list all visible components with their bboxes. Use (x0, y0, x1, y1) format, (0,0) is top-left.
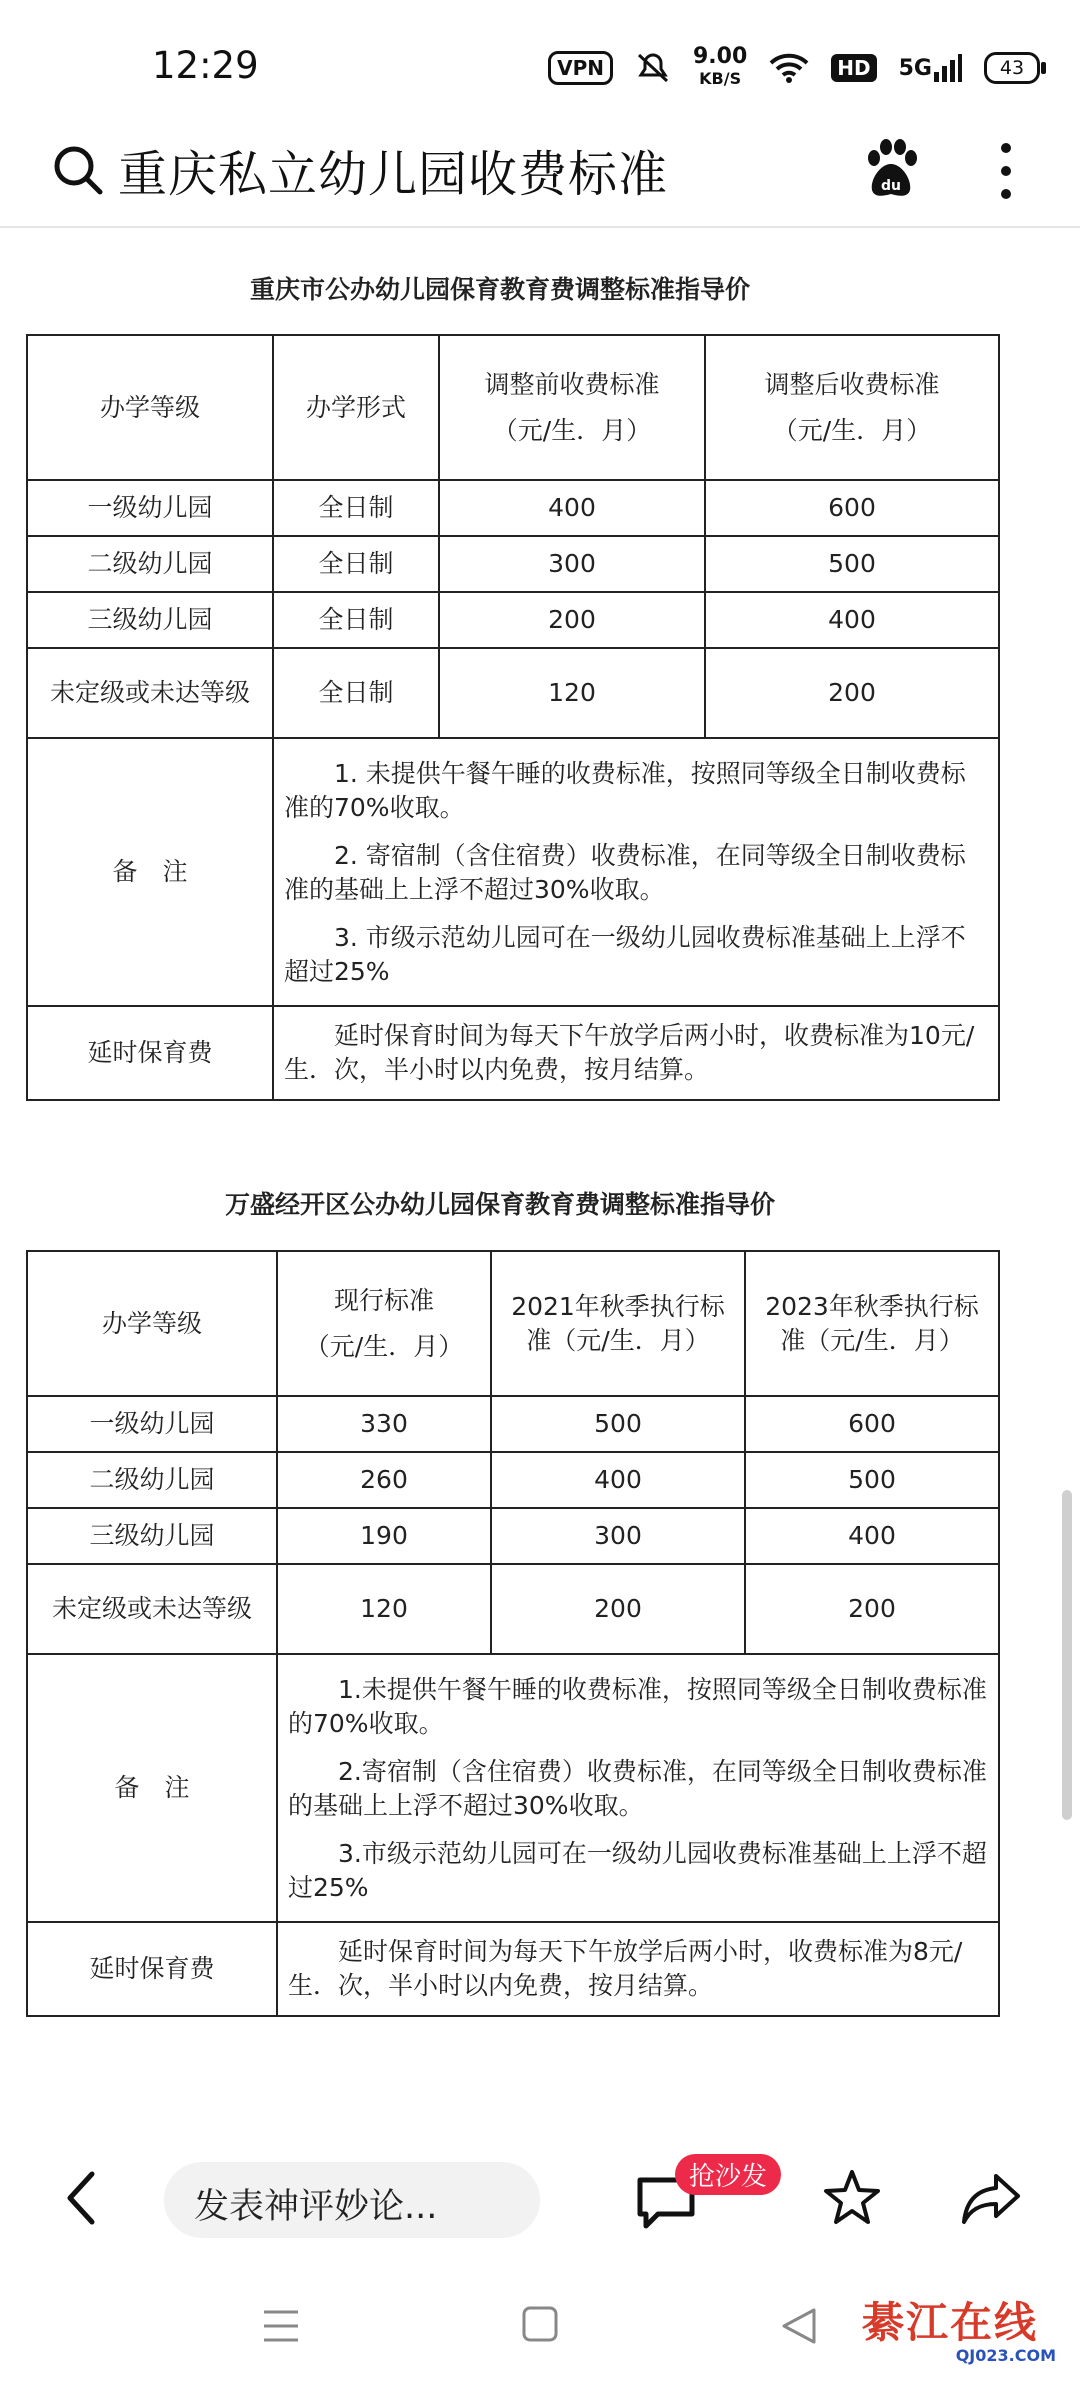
table-row (27, 536, 999, 592)
table1-header-after (705, 335, 999, 480)
table-row (27, 1508, 999, 1564)
table1-note-2: 2. 寄宿制（含住宿费）收费标准，在同等级全日制收费标准的基础上上浮不超过30%收取。 (284, 841, 966, 904)
signal-icon (899, 54, 962, 82)
table-row (27, 480, 999, 536)
table-cell: 全日制 (273, 480, 439, 536)
hd-icon: HD (831, 54, 876, 82)
search-icon[interactable] (50, 142, 106, 198)
table-cell: 200 (491, 1564, 745, 1654)
table2-header-2021: 2021年秋季执行标准（元/生．月） (491, 1251, 745, 1396)
table-cell: 500 (491, 1396, 745, 1452)
net-speed-unit: KB/S (699, 69, 742, 88)
sofa-badge[interactable]: 抢沙发 (675, 2154, 781, 2195)
table2-header-current (277, 1251, 491, 1396)
table2-note-3: 3.市级示范幼儿园可在一级幼儿园收费标准基础上上浮不超过25% (288, 1839, 987, 1902)
table1-notes (273, 738, 999, 1006)
favorite-star-icon[interactable] (822, 2168, 882, 2228)
table-cell: 500 (745, 1452, 999, 1508)
table-cell: 120 (277, 1564, 491, 1654)
table-cell: 400 (439, 480, 705, 536)
table-row (27, 1564, 999, 1654)
table-cell: 200 (439, 592, 705, 648)
home-icon[interactable] (522, 2306, 558, 2342)
table1-extended-label: 延时保育费 (27, 1006, 273, 1100)
table-cell: 二级幼儿园 (27, 1452, 277, 1508)
table1-note-3: 3. 市级示范幼儿园可在一级幼儿园收费标准基础上上浮不超过25% (284, 923, 966, 986)
table2-notes-row (27, 1654, 999, 1922)
table-cell: 全日制 (273, 536, 439, 592)
table1-header-before-l2: （元/生．月） (492, 415, 652, 445)
vpn-icon: VPN (548, 51, 613, 85)
watermark-text: 綦江在线 (862, 2298, 1039, 2347)
battery-icon: 43 (984, 52, 1040, 84)
table1-header-after-l2: （元/生．月） (772, 415, 932, 445)
table2-header-current-l1: 现行标准 (333, 1285, 434, 1315)
table2-header-row (27, 1251, 999, 1396)
table-cell: 二级幼儿园 (27, 536, 273, 592)
back-arrow-icon[interactable] (62, 2170, 102, 2226)
table1-header-before-l1: 调整前收费标准 (484, 369, 660, 399)
table-cell: 三级幼儿园 (27, 1508, 277, 1564)
table-cell: 260 (277, 1452, 491, 1508)
table2-notes-label: 备 注 (27, 1654, 277, 1922)
table2-notes (277, 1654, 999, 1922)
table2-extended-para: 延时保育时间为每天下午放学后两小时，收费标准为8元/生．次，半小时以内免费，按月结算。 (288, 1937, 963, 2000)
bottom-toolbar (0, 2140, 1080, 2250)
table-cell: 400 (705, 592, 999, 648)
signal-label: 5G (898, 55, 932, 81)
more-options-icon[interactable] (994, 140, 1018, 202)
table2-extended-label: 延时保育费 (27, 1922, 277, 2016)
net-speed-value: 9.00 (693, 44, 748, 69)
table-cell: 全日制 (273, 648, 439, 738)
table-cell: 200 (745, 1564, 999, 1654)
table-cell: 未定级或未达等级 (27, 648, 273, 738)
table2-header-level: 办学等级 (27, 1251, 277, 1396)
table2-extended-text (277, 1922, 999, 2016)
baidu-paw-icon[interactable] (860, 138, 922, 200)
table1-extended-para: 延时保育时间为每天下午放学后两小时，收费标准为10元/生．次，半小时以内免费，按月结算。 (284, 1021, 975, 1084)
table-cell: 500 (705, 536, 999, 592)
table-cell: 190 (277, 1508, 491, 1564)
table2-note-2: 2.寄宿制（含住宿费）收费标准，在同等级全日制收费标准的基础上上浮不超过30%收取。 (288, 1757, 987, 1820)
table2-extended-row (27, 1922, 999, 2016)
header-divider (0, 226, 1080, 228)
share-arrow-icon[interactable] (960, 2170, 1022, 2226)
table-cell: 300 (439, 536, 705, 592)
table1-header-level: 办学等级 (27, 335, 273, 480)
table-cell: 全日制 (273, 592, 439, 648)
table-cell: 未定级或未达等级 (27, 1564, 277, 1654)
table-row (27, 648, 999, 738)
mute-icon (635, 53, 671, 83)
table-cell: 400 (491, 1452, 745, 1508)
search-header (0, 130, 1080, 230)
table1-header-after-l1: 调整后收费标准 (764, 369, 940, 399)
network-speed (693, 46, 747, 90)
table1-header-row (27, 335, 999, 480)
table1-header-form: 办学形式 (273, 335, 439, 480)
comment-placeholder: 发表神评妙论... (194, 2187, 438, 2227)
table-cell: 120 (439, 648, 705, 738)
table1-title: 重庆市公办幼儿园保育教育费调整标准指导价 (249, 275, 750, 304)
table-cell: 400 (745, 1508, 999, 1564)
table-cell: 一级幼儿园 (27, 1396, 277, 1452)
status-icons (548, 46, 1040, 90)
comment-input[interactable] (164, 2162, 540, 2238)
table2-note-1: 1.未提供午餐午睡的收费标准，按照同等级全日制收费标准的70%收取。 (288, 1675, 987, 1738)
table2-header-current-l2: （元/生．月） (304, 1331, 464, 1361)
svg-text:du: du (881, 178, 901, 194)
table1-extended-row (27, 1006, 999, 1100)
table-cell: 300 (491, 1508, 745, 1564)
table1-notes-row (27, 738, 999, 1006)
table-cell: 600 (705, 480, 999, 536)
clock: 12:29 (152, 44, 259, 87)
site-watermark (862, 2290, 1062, 2364)
table-row (27, 1396, 999, 1452)
nav-back-icon[interactable] (780, 2306, 820, 2346)
table1 (26, 334, 1000, 1101)
scrollbar[interactable] (1062, 1490, 1072, 1820)
table-cell: 三级幼儿园 (27, 592, 273, 648)
table2 (26, 1250, 1000, 2017)
table1-notes-label: 备 注 (27, 738, 273, 1006)
table-cell: 一级幼儿园 (27, 480, 273, 536)
status-bar (0, 0, 1080, 130)
table-row (27, 592, 999, 648)
table2-title: 万盛经开区公办幼儿园保育教育费调整标准指导价 (224, 1190, 775, 1219)
wifi-icon (769, 53, 809, 83)
table-cell: 600 (745, 1396, 999, 1452)
table2-header-2023: 2023年秋季执行标准（元/生．月） (745, 1251, 999, 1396)
table1-header-before (439, 335, 705, 480)
system-nav-bar (0, 2280, 1080, 2400)
table-cell: 200 (705, 648, 999, 738)
table1-note-1: 1. 未提供午餐午睡的收费标准，按照同等级全日制收费标准的70%收取。 (284, 759, 966, 822)
table-cell: 330 (277, 1396, 491, 1452)
recent-apps-icon[interactable] (262, 2308, 300, 2344)
table-row (27, 1452, 999, 1508)
table1-extended-text (273, 1006, 999, 1100)
search-query-title[interactable]: 重庆私立幼儿园收费标准 (118, 146, 669, 203)
watermark-url: QJ023.COM (955, 2346, 1056, 2365)
